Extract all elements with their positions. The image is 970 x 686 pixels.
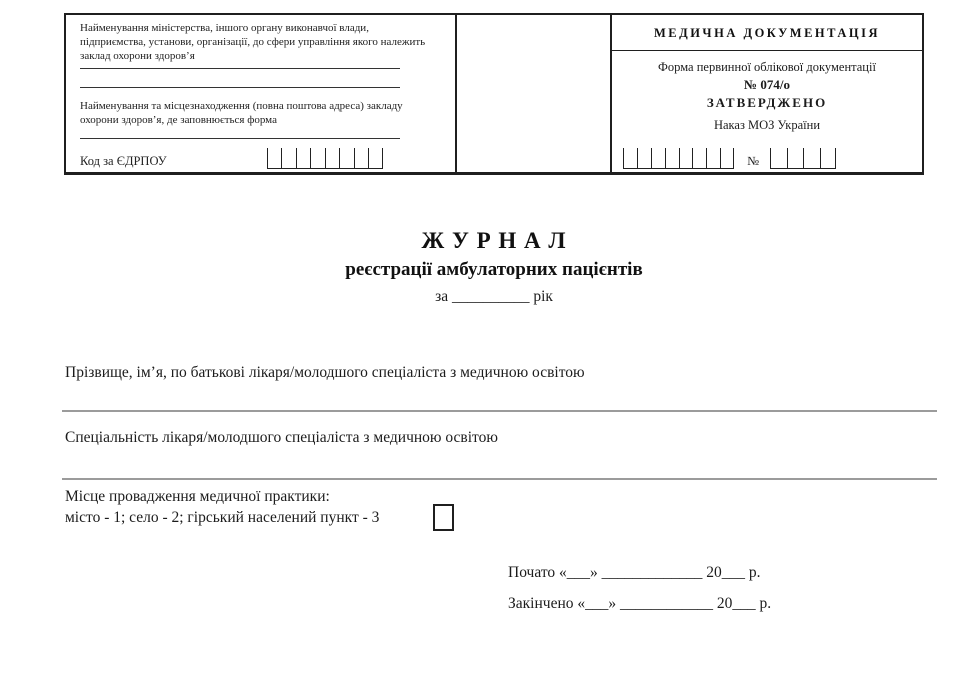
comb-cell	[325, 148, 340, 168]
comb-cell	[339, 148, 354, 168]
header-right-cell	[612, 15, 922, 172]
comb-cell	[310, 148, 325, 168]
comb-cell	[267, 148, 282, 168]
comb-cell	[665, 148, 679, 168]
comb-cell	[692, 148, 706, 168]
comb-cell	[803, 148, 820, 168]
practice-place-checkbox	[433, 504, 454, 531]
comb-cell	[354, 148, 369, 168]
header-box	[64, 13, 924, 175]
comb-cell	[820, 148, 837, 168]
edrpou-label: Код за ЄДРПОУ	[80, 154, 167, 168]
edrpou-row	[80, 148, 449, 169]
specialty-write-line	[62, 478, 937, 480]
comb-cell	[281, 148, 296, 168]
number-sign-label: №	[747, 154, 760, 168]
ministry-write-line-1	[80, 68, 400, 69]
moz-order-label: Наказ МОЗ України	[713, 118, 821, 132]
comb-cell	[651, 148, 665, 168]
header-middle-cell	[457, 15, 612, 172]
header-left-cell	[66, 15, 457, 172]
approved-label: ЗАТВЕРДЖЕНО	[706, 95, 828, 110]
medical-documentation-title: МЕДИЧНА ДОКУМЕНТАЦІЯ	[612, 15, 922, 51]
comb-cell	[368, 148, 383, 168]
practice-options-label: місто - 1; село - 2; гірський населений пункт - 3	[65, 509, 380, 526]
number-comb-field	[770, 148, 836, 169]
facility-name-text: Найменування та місцезнаходження (повна поштова адреса) закладу охорони здоров’я, де заповнюється форма	[80, 100, 403, 126]
comb-cell	[637, 148, 651, 168]
started-date-line: Почато «___» _____________ 20___ р.	[508, 564, 761, 581]
comb-cell	[770, 148, 787, 168]
finished-date-line: Закінчено «___» ____________ 20___ р.	[508, 595, 772, 612]
comb-cell	[623, 148, 637, 168]
code-comb-field	[623, 148, 734, 169]
form-line: Форма первинної облікової документації	[658, 60, 876, 74]
ministry-name-text: Найменування міністерства, іншого органу виконавчої влади, підприємства, установи, організації, до сфери управління якого належить заклад охорони здоров’я	[80, 22, 426, 62]
journal-title: Ж У Р Н А Л	[421, 228, 567, 253]
facility-write-line	[80, 138, 400, 139]
doctor-name-write-line	[62, 410, 937, 412]
comb-cell	[679, 148, 693, 168]
ministry-write-line-2	[80, 87, 400, 88]
edrpou-comb-field	[267, 148, 383, 169]
comb-cell	[720, 148, 734, 168]
form-number: № 074/о	[744, 77, 790, 92]
title-block	[18, 228, 970, 307]
comb-cell	[706, 148, 720, 168]
journal-subtitle: реєстрації амбулаторних пацієнтів	[345, 259, 643, 280]
comb-cell	[787, 148, 804, 168]
comb-cell	[296, 148, 311, 168]
specialty-label: Спеціальність лікаря/молодшого спеціаліста з медичною освітою	[65, 429, 498, 446]
journal-year-line: за __________ рік	[435, 288, 553, 305]
code-comb-row	[623, 148, 836, 169]
practice-place-label: Місце провадження медичної практики:	[65, 488, 330, 505]
doctor-name-label: Прізвище, ім’я, по батькові лікаря/молодшого спеціаліста з медичною освітою	[65, 364, 585, 381]
